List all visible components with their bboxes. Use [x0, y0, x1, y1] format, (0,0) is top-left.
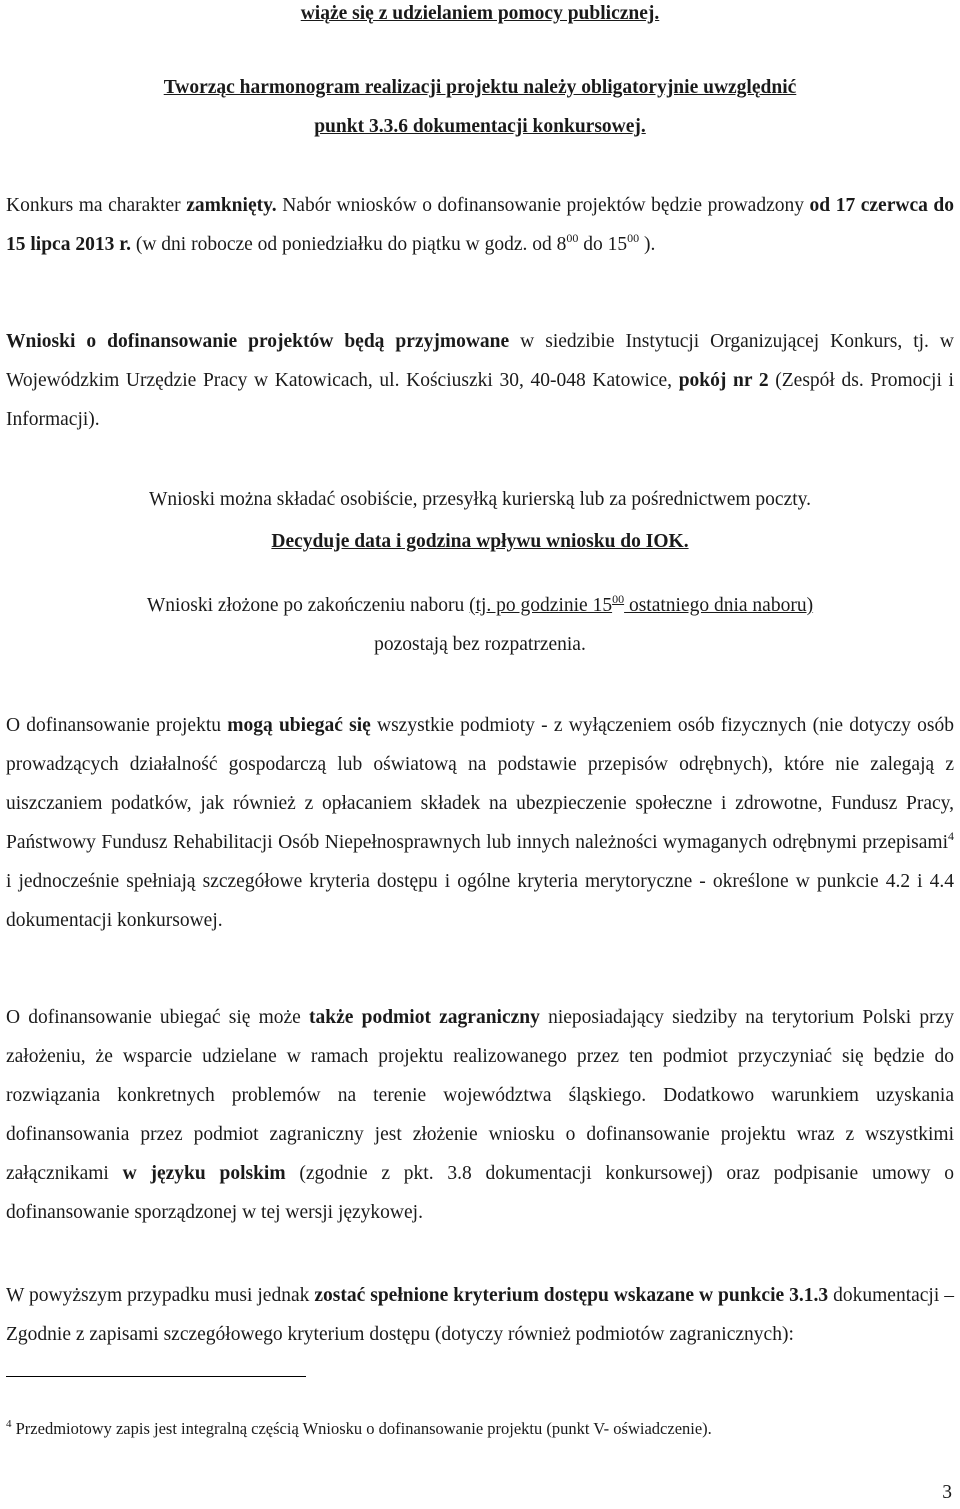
- superscript-00: 00: [627, 231, 640, 245]
- bold-closed: zamknięty.: [186, 195, 277, 216]
- heading-public-aid: [6, 0, 954, 33]
- bold-polish-language: w języku polskim: [122, 1163, 286, 1184]
- text-span: W powyższym przypadku musi jednak: [6, 1285, 315, 1306]
- footnote-number: 4: [6, 1418, 12, 1430]
- text-span: O dofinansowanie projektu: [6, 715, 228, 736]
- text-span: i jednocześnie spełniają szczegółowe kryteria dostępu i ogólne kryteria merytoryczne - określone w punkcie 4.2 i 4.4 dokumentacji konkursowej.: [6, 871, 954, 931]
- decision-criteria-line: [6, 522, 954, 561]
- competition-info-paragraph: [6, 186, 954, 264]
- submission-place-paragraph: [6, 322, 954, 439]
- text-span: dokumentacji – Zgodnie z zapisami szczegółowego kryterium dostępu (dotyczy również podmiotów zagranicznych):: [6, 1285, 955, 1345]
- text-span: wszystkie podmioty - z wyłączeniem osób fizycznych (nie dotyczy osób prowadzących działalność gospodarczą lub oświatową na podstawie przepisów odrębnych), które nie zalegają z uiszczaniem podatków, jak również z opłacaniem składek na ubezpieczenie społeczne i zdrowotne, Fundusz Pracy, Państwowy Fundusz Rehabilitacji Osób Niepełnosprawnych lub innych należności wymaganych odrębnymi przepisami: [6, 715, 955, 853]
- underlined-span: ostatniego dnia naboru): [624, 595, 814, 616]
- footnote-text: Przedmiotowy zapis jest integralną częścią Wniosku o dofinansowanie projektu (punkt V- oświadczenie).: [11, 1419, 712, 1438]
- underlined-span: (tj. po godzinie 15: [469, 595, 613, 616]
- schedule-note-line1: Tworząc harmonogram realizacji projektu należy obligatoryjnie uwzględnić: [163, 77, 797, 98]
- schedule-note-line2: punkt 3.3.6 dokumentacji konkursowej.: [314, 116, 646, 137]
- text-span: Nabór wniosków o dofinansowanie projektów będzie prowadzony: [276, 195, 810, 216]
- bold-dates: od 17 czerwca do 15 lipca 2013 r.: [6, 195, 955, 255]
- text-span: nieposiadający siedziby na terytorium Polski przy założeniu, że wsparcie udzielane w ramach projektu realizowanego przez ten podmiot przyczyniać się będzie do rozwiązania konkretnych problemów na terenie województwa śląskiego. Dodatkowo warunkiem uzyskania dofinansowania przez podmiot zagraniczny jest złożenie wniosku o dofinansowanie projektu wraz z wszystkimi załącznikami: [6, 1007, 954, 1184]
- decision-criteria-text: Decyduje data i godzina wpływu wniosku do IOK.: [271, 531, 689, 552]
- footnote-divider: [6, 1376, 306, 1377]
- footnote-ref-4: 4: [948, 829, 954, 843]
- text-span: (w dni robocze od poniedziałku do piątku w godz. od 8: [130, 234, 567, 255]
- text-span: ).: [639, 234, 656, 255]
- text-span: w siedzibie Instytucji Organizującej Konkurs, tj. w Wojewódzkim Urzędzie Pracy w Katowicach, ul. Kościuszki 30, 40-048 Katowice,: [6, 331, 954, 391]
- public-aid-line: wiąże się z udzielaniem pomocy publicznej.: [300, 3, 660, 24]
- page-number: 3: [942, 1482, 952, 1503]
- bold-access-criterion: zostać spełnione kryterium dostępu wskazane w punkcie 3.1.3: [314, 1285, 829, 1306]
- text-span: (zgodnie z pkt. 3.8 dokumentacji konkursowej) oraz podpisanie umowy o dofinansowanie sporządzonej w tej wersji językowej.: [6, 1163, 955, 1223]
- text-span: O dofinansowanie ubiegać się może: [6, 1007, 310, 1028]
- footnote: [6, 1418, 954, 1440]
- bold-applications-accepted: Wnioski o dofinansowanie projektów będą przyjmowane: [6, 331, 510, 352]
- late-applications-note: [6, 586, 954, 664]
- submission-method-text: Wnioski można składać osobiście, przesyłką kurierską lub za pośrednictwem poczty.: [148, 489, 812, 510]
- schedule-note: [6, 68, 954, 146]
- text-span: Konkurs ma charakter: [6, 195, 187, 216]
- text-span: pozostają bez rozpatrzenia.: [374, 634, 586, 655]
- bold-foreign-entity: także podmiot zagraniczny: [309, 1007, 540, 1028]
- superscript-00: 00: [566, 231, 579, 245]
- access-criterion-paragraph: [6, 1276, 954, 1354]
- superscript-00: 00: [612, 592, 625, 606]
- bold-room-number: pokój nr 2: [678, 370, 769, 391]
- text-span: Wnioski złożone po zakończeniu naboru: [146, 595, 470, 616]
- text-span: (Zespół ds. Promocji i Informacji).: [6, 370, 954, 430]
- submission-method-line: [6, 480, 954, 519]
- bold-may-apply: mogą ubiegać się: [227, 715, 371, 736]
- text-span: do 15: [578, 234, 628, 255]
- foreign-entity-paragraph: [6, 998, 954, 1232]
- eligibility-paragraph: [6, 706, 954, 940]
